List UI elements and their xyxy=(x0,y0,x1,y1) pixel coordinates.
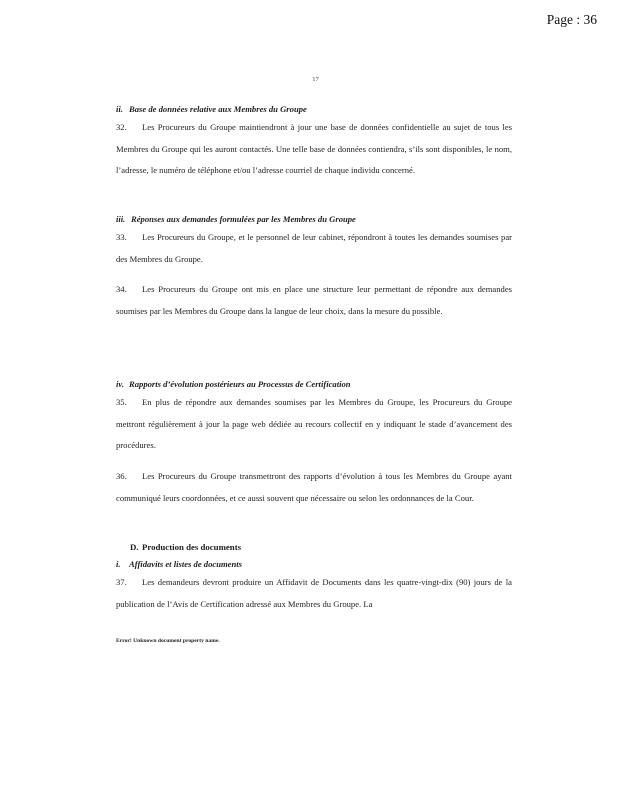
section-title: Réponses aux demandes formulées par les Membres du Groupe xyxy=(131,214,356,224)
heading-letter: D. xyxy=(130,542,139,552)
section-heading-i xyxy=(116,559,242,569)
section-heading-iii xyxy=(116,214,356,224)
section-title: Rapports d’évolution postérieurs au Processus de Certification xyxy=(129,379,351,389)
section-title: Affidavits et listes de documents xyxy=(129,559,242,569)
paragraph-text: Les Procureurs du Groupe ont mis en place une structure leur permettant de répondre aux demandes soumises par les Membres du Groupe dans la langue de leur choix, dans la mesure du possible. xyxy=(116,284,512,316)
paragraph-33 xyxy=(116,227,512,270)
paragraph-35 xyxy=(116,392,512,457)
main-heading-d xyxy=(130,542,241,552)
section-heading-iv xyxy=(116,379,351,389)
section-numeral: iii. xyxy=(116,214,126,224)
section-heading-ii xyxy=(116,104,307,114)
paragraph-32 xyxy=(116,117,512,182)
paragraph-text: Les demandeurs devront produire un Affidavit de Documents dans les quatre-vingt-dix (90) jours de la publication de l’Avis de Certification adressé aux Membres du Groupe. La xyxy=(116,577,512,609)
paragraph-37 xyxy=(116,572,512,615)
page-label: Page : 36 xyxy=(546,12,597,27)
page-number: 17 xyxy=(312,76,319,83)
paragraph-text: En plus de répondre aux demandes soumises par les Membres du Groupe, les Procureurs du Groupe mettront régulièrement à jour la page web dédiée au recours collectif en y indiquant le stade d’avancement des procédures. xyxy=(116,397,512,451)
section-numeral: iv. xyxy=(116,379,125,389)
section-numeral: i. xyxy=(116,559,121,569)
footer-error-text: Error! Unknown document property name. xyxy=(116,638,220,644)
paragraph-text: Les Procureurs du Groupe, et le personnel de leur cabinet, répondront à toutes les demandes soumises par des Membres du Groupe. xyxy=(116,232,512,264)
paragraph-text: Les Procureurs du Groupe maintiendront à jour une base de données confidentielle au sujet de tous les Membres du Groupe qui les auront contactés. Une telle base de données contiendra, s’ils sont disponibles, le nom, l’adresse, le numéro de téléphone et/ou l’adresse courriel de chaque individu concerné. xyxy=(116,122,512,176)
paragraph-number: 35. xyxy=(116,397,127,407)
paragraph-number: 36. xyxy=(116,471,127,481)
section-numeral: ii. xyxy=(116,104,123,114)
heading-title: Production des documents xyxy=(142,542,242,552)
paragraph-34 xyxy=(116,279,512,322)
paragraph-number: 32. xyxy=(116,122,127,132)
paragraph-36 xyxy=(116,466,512,509)
section-title: Base de données relative aux Membres du Groupe xyxy=(129,104,307,114)
paragraph-number: 34. xyxy=(116,284,127,294)
paragraph-number: 33. xyxy=(116,232,127,242)
paragraph-number: 37. xyxy=(116,577,127,587)
paragraph-text: Les Procureurs du Groupe transmettront des rapports d’évolution à tous les Membres du Groupe ayant communiqué leurs coordonnées, et ce aussi souvent que nécessaire ou selon les ordonnances de la Cour. xyxy=(116,471,512,503)
